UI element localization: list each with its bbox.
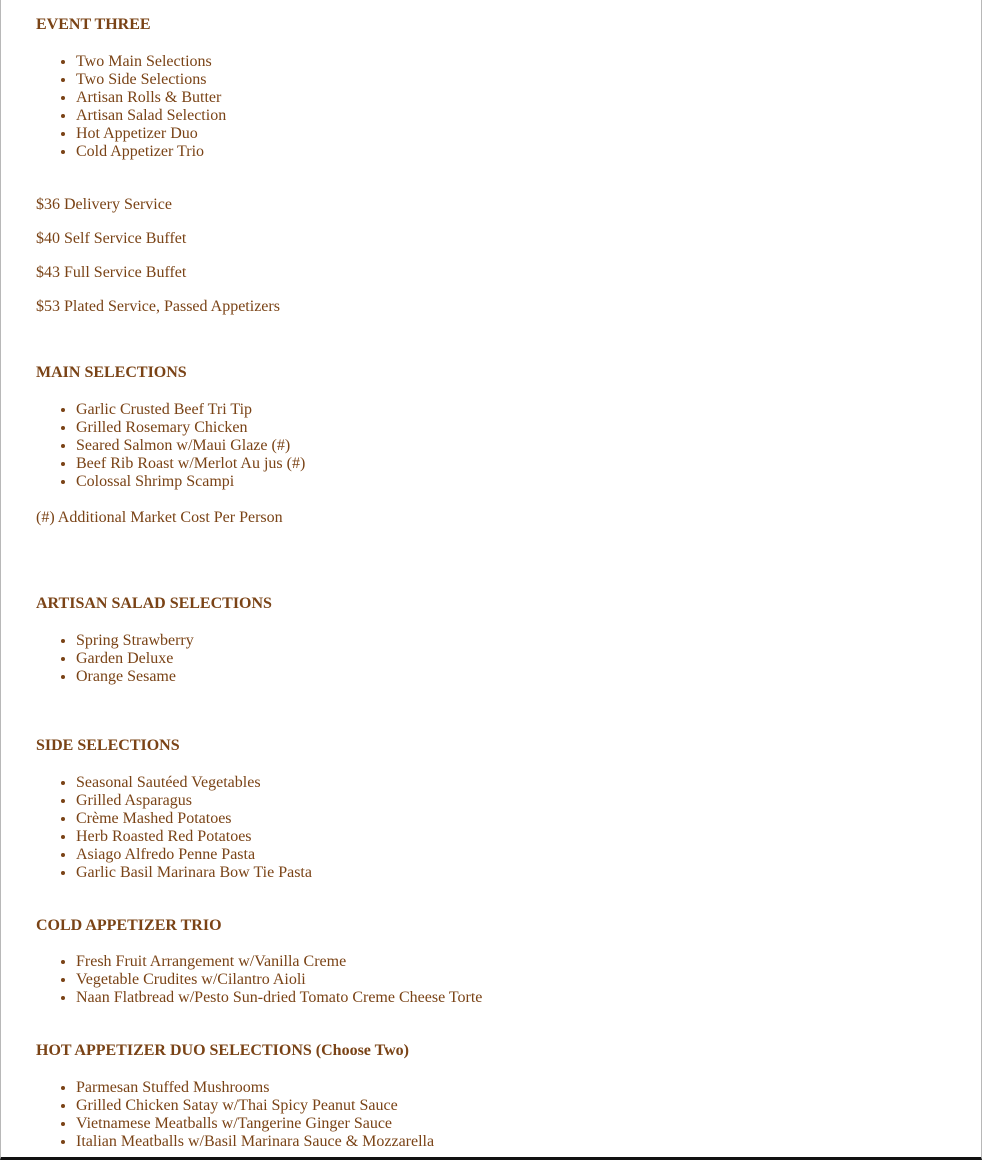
- list-item: • Vietnamese Meatballs w/Tangerine Ginger Sauce: [76, 1115, 961, 1133]
- list-item: • Vegetable Crudites w/Cilantro Aioli: [76, 971, 961, 989]
- list-item: • Grilled Chicken Satay w/Thai Spicy Peanut Sauce: [76, 1097, 961, 1115]
- list-item: • Crème Mashed Potatoes: [76, 810, 961, 828]
- side-selections-list: [36, 774, 961, 882]
- cold-appetizer-list: [36, 953, 961, 1007]
- list-item: • Artisan Salad Selection: [76, 107, 961, 125]
- price-delivery: $36 Delivery Service: [36, 196, 172, 213]
- list-item: • Hot Appetizer Duo: [76, 125, 961, 143]
- list-item: • Parmesan Stuffed Mushrooms: [76, 1079, 961, 1097]
- market-cost-note: (#) Additional Market Cost Per Person: [36, 509, 283, 526]
- list-item: • Italian Meatballs w/Basil Marinara Sauce & Mozzarella: [76, 1133, 961, 1151]
- list-item: • Seasonal Sautéed Vegetables: [76, 774, 961, 792]
- list-item: • Grilled Rosemary Chicken: [76, 419, 961, 437]
- list-item: • Cold Appetizer Trio: [76, 143, 961, 161]
- price-plated-service: $53 Plated Service, Passed Appetizers: [36, 298, 280, 315]
- list-item: • Orange Sesame: [76, 668, 961, 686]
- hot-appetizer-heading: HOT APPETIZER DUO SELECTIONS (Choose Two): [36, 1042, 409, 1059]
- hot-appetizer-list: [36, 1079, 961, 1151]
- price-full-service: $43 Full Service Buffet: [36, 264, 187, 281]
- salad-selections-list: [36, 632, 961, 686]
- salad-selections-heading: ARTISAN SALAD SELECTIONS: [36, 595, 272, 612]
- list-item: • Artisan Rolls & Butter: [76, 89, 961, 107]
- list-item: • Fresh Fruit Arrangement w/Vanilla Creme: [76, 953, 961, 971]
- menu-content: [36, 15, 961, 1151]
- list-item: • Asiago Alfredo Penne Pasta: [76, 846, 961, 864]
- list-item: • Beef Rib Roast w/Merlot Au jus (#): [76, 455, 961, 473]
- cold-appetizer-heading: COLD APPETIZER TRIO: [36, 917, 222, 934]
- event-three-heading: EVENT THREE: [36, 16, 151, 33]
- list-item: • Grilled Asparagus: [76, 792, 961, 810]
- list-item: • Garlic Crusted Beef Tri Tip: [76, 401, 961, 419]
- list-item: • Herb Roasted Red Potatoes: [76, 828, 961, 846]
- list-item: • Garden Deluxe: [76, 650, 961, 668]
- list-item: • Colossal Shrimp Scampi: [76, 473, 961, 491]
- list-item: • Garlic Basil Marinara Bow Tie Pasta: [76, 864, 961, 882]
- list-item: • Spring Strawberry: [76, 632, 961, 650]
- side-selections-heading: SIDE SELECTIONS: [36, 737, 180, 754]
- list-item: • Seared Salmon w/Maui Glaze (#): [76, 437, 961, 455]
- list-item: • Naan Flatbread w/Pesto Sun-dried Tomato Creme Cheese Torte: [76, 989, 961, 1007]
- price-self-service: $40 Self Service Buffet: [36, 230, 187, 247]
- main-selections-list: [36, 401, 961, 491]
- main-selections-heading: MAIN SELECTIONS: [36, 364, 187, 381]
- list-item: • Two Side Selections: [76, 71, 961, 89]
- list-item: • Two Main Selections: [76, 53, 961, 71]
- event-three-list: [36, 53, 961, 161]
